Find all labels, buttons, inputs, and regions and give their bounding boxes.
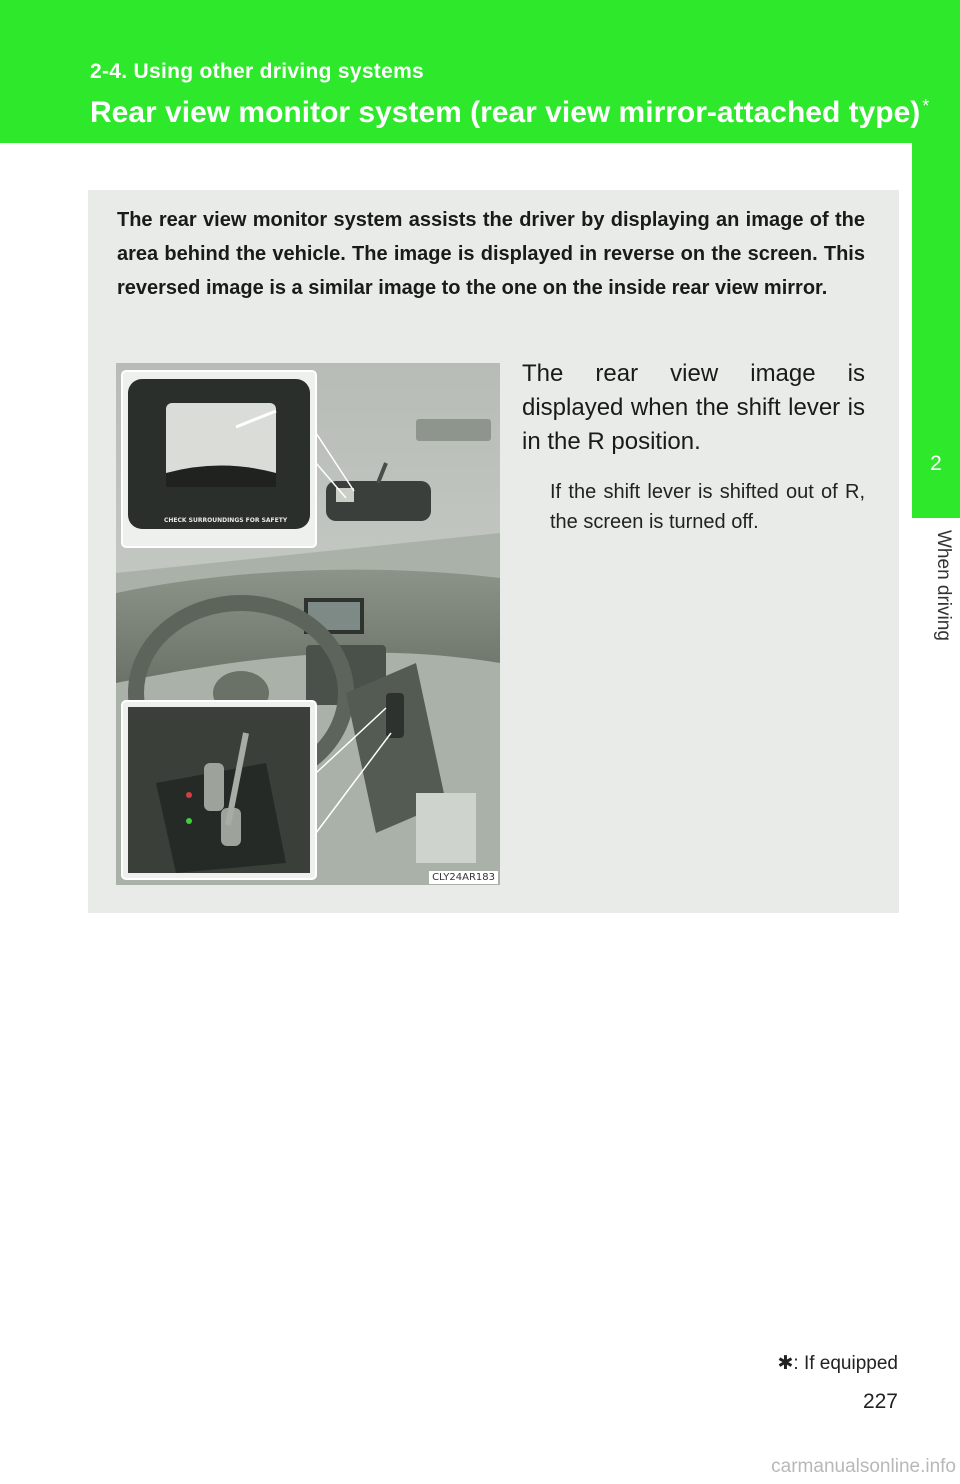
inset-caption: CHECK SURROUNDINGS FOR SAFETY [164,517,288,524]
shift-lever [386,693,404,738]
dashboard-illustration [116,363,500,885]
dashboard-drawing [116,363,500,885]
page-number: 227 [862,1390,898,1413]
section-label: 2-4. Using other driving systems [90,60,425,83]
page-title [90,96,929,130]
point-main-text: The rear view image is displayed when the shift lever is in the R position. [522,360,865,455]
overhead-console [416,419,491,441]
title-asterisk: * [922,96,930,116]
shifter-inset [122,701,316,879]
footnote: ✱: If equipped [777,1353,898,1374]
figure-code: CLY24AR183 [429,871,498,884]
watermark: carmanualsonline.info [771,1456,956,1477]
chapter-number: 2 [930,452,942,475]
chapter-tab [912,143,960,518]
intro-paragraph: The rear view monitor system assists the driver by displaying an image of the area behind the vehicle. The image is displayed in reverse on the screen. This reversed image is a similar image to the one on the inside rear view mirror. [117,209,865,299]
chapter-label: When driving [933,530,954,641]
point-note-text: If the shift lever is shifted out of R, the screen is turned off. [550,481,865,533]
page-title-text: Rear view monitor system (rear view mirror-attached type) [90,96,921,129]
